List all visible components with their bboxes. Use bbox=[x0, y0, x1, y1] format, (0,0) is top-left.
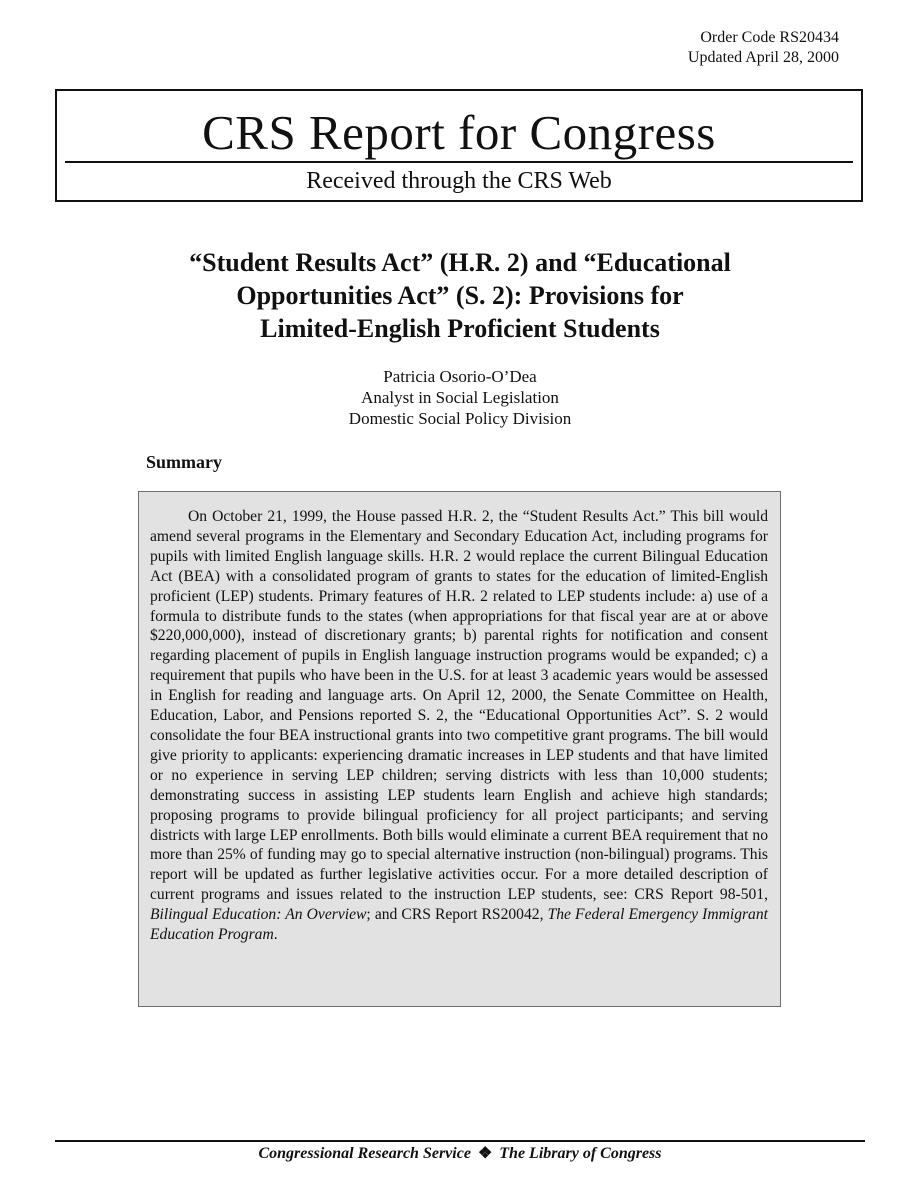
author-name: Patricia Osorio-O’Dea bbox=[383, 367, 537, 386]
summary-box bbox=[138, 491, 781, 1007]
order-code: Order Code RS20434 bbox=[700, 29, 839, 46]
summary-text-fragment: ; and CRS Report RS20042, bbox=[366, 906, 548, 924]
diamond-icon: ❖ bbox=[477, 1145, 493, 1162]
report-title bbox=[130, 246, 790, 345]
summary-text bbox=[150, 507, 768, 945]
author-position: Analyst in Social Legislation bbox=[361, 388, 559, 407]
header-divider bbox=[65, 161, 853, 163]
summary-reference-title: The Federal Emergency Immigrant Education Program bbox=[150, 906, 768, 944]
footer bbox=[55, 1144, 865, 1164]
summary-text-fragment: . bbox=[273, 926, 278, 944]
report-header-title: CRS Report for Congress bbox=[202, 105, 716, 160]
report-title-line: Limited-English Proficient Students bbox=[260, 314, 660, 343]
footer-organization: Congressional Research Service bbox=[258, 1145, 471, 1162]
updated-date: Updated April 28, 2000 bbox=[687, 49, 839, 66]
report-title-line: “Student Results Act” (H.R. 2) and “Educational bbox=[189, 248, 731, 277]
report-header-subtitle: Received through the CRS Web bbox=[306, 168, 612, 194]
footer-library: The Library of Congress bbox=[499, 1145, 662, 1162]
order-code-block bbox=[688, 28, 839, 68]
author-division: Domestic Social Policy Division bbox=[348, 409, 572, 428]
report-header-box bbox=[55, 89, 863, 202]
summary-reference-title: Bilingual Education: An Overview bbox=[150, 906, 367, 924]
summary-body: On October 21, 1999, the House passed H.R. 2, the “Student Results Act.” This bill would amend several programs in the Elementary and Secondary Education Act, including programs for pupils with limited English language skills. H.R. 2 would replace the current Bilingual Education Act (BEA) with a consolidated program of grants to states for the education of limited-English proficient (LEP) students. Primary features of H.R. 2 related to LEP students include: a) use of a formula to distribute funds to the states (when appropriations for that fiscal year are at or above $220,000,000), instead of discretionary grants; b) parental rights for notification and consent regarding placement of pupils in English language instruction programs would be expanded; c) a requirement that pupils who have been in the U.S. for at least 3 academic years would be assessed in English for reading and language arts. On April 12, 2000, the Senate Committee on Health, Education, Labor, and Pensions reported S. 2, the “Educational Opportunities Act”. S. 2 would consolidate the four BEA instructional grants into two competitive grant programs. The bill would give priority to applicants: experiencing dramatic increases in LEP students and that have limited or no experience in serving LEP children; serving districts with less than 10,000 students; demonstrating success in assisting LEP students learn English and achieve high standards; proposing programs to provide bilingual proficiency for all project participants; and serving districts with large LEP enrollments. Both bills would eliminate a current BEA requirement that no more than 25% of funding may go to special alternative instruction (non-bilingual) programs. This report will be updated as further legislative activities occur. For a more detailed description of current programs and issues related to the instruction LEP students, see: CRS Report 98-501, bbox=[150, 508, 768, 904]
footer-divider bbox=[55, 1140, 865, 1142]
summary-heading: Summary bbox=[146, 452, 222, 472]
report-title-line: Opportunities Act” (S. 2): Provisions for bbox=[236, 281, 684, 310]
author-block bbox=[260, 366, 660, 429]
